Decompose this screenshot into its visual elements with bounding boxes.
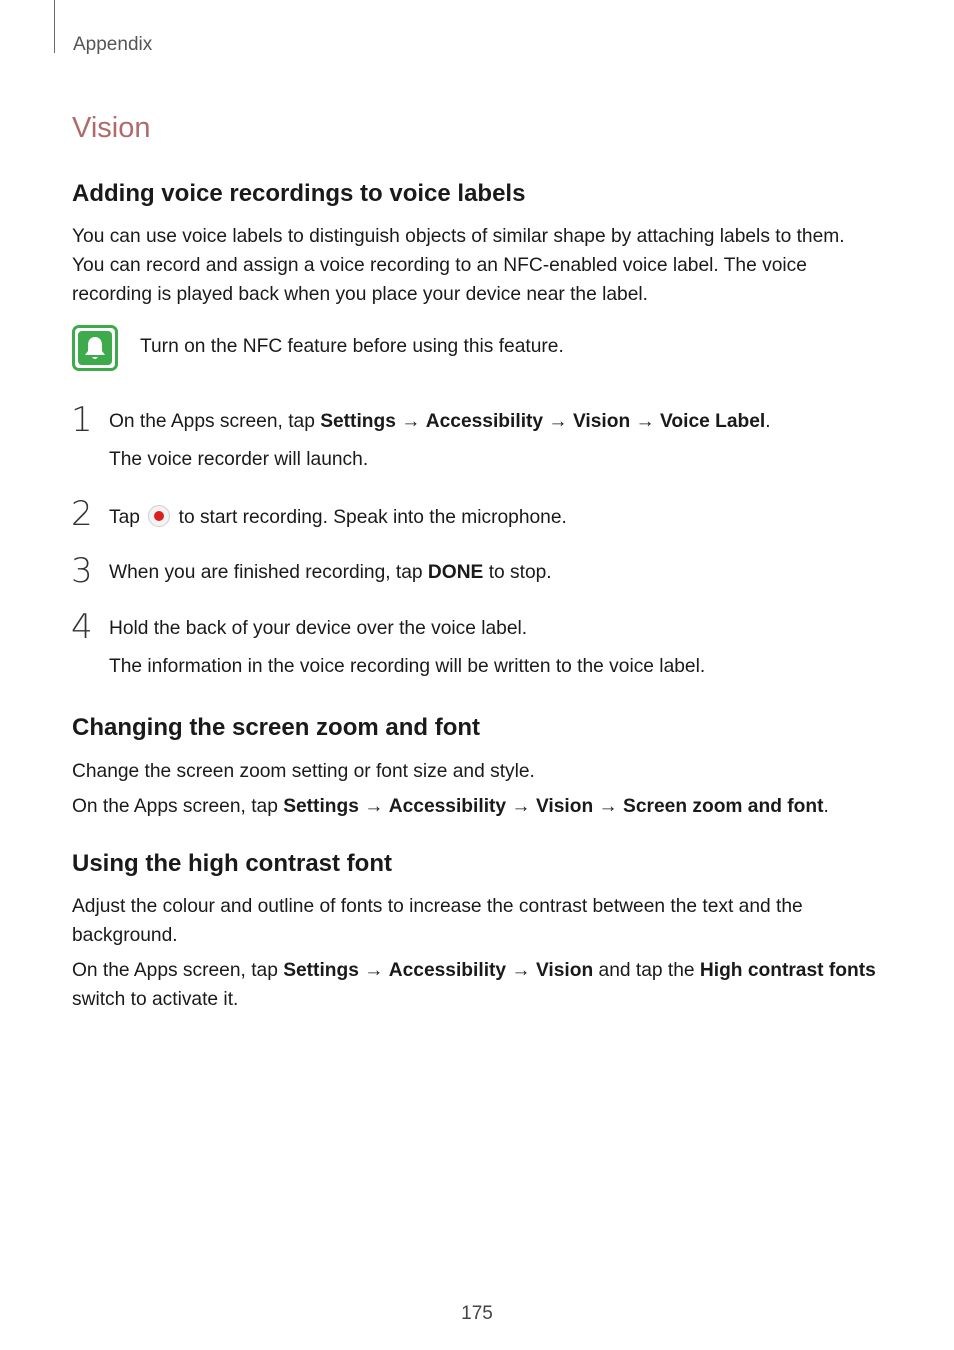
heading-high-contrast: Using the high contrast font xyxy=(72,850,392,877)
step-number: 2 xyxy=(71,494,93,534)
step-number: 3 xyxy=(71,551,93,591)
step-text: On the Apps screen, tap Settings → Accessibility → Vision → Voice Label. xyxy=(109,411,771,432)
step-subtext: The information in the voice recording will be written to the voice label. xyxy=(109,656,706,677)
heading-screen-zoom: Changing the screen zoom and font xyxy=(72,714,481,741)
intro-line: recording is played back when you place your device near the label. xyxy=(72,284,648,305)
contrast-desc xyxy=(72,892,877,950)
intro-paragraph xyxy=(72,222,877,309)
zoom-instructions: On the Apps screen, tap Settings → Accessibility → Vision → Screen zoom and font. xyxy=(72,796,829,817)
step-text: Hold the back of your device over the voice label. xyxy=(109,618,528,639)
section-header: Appendix xyxy=(73,34,153,55)
contrast-desc-line: background. xyxy=(72,925,178,946)
heading-voice-labels: Adding voice recordings to voice labels xyxy=(72,180,526,207)
zoom-desc: Change the screen zoom setting or font size and style. xyxy=(72,761,535,782)
page-title: Vision xyxy=(72,112,151,144)
step-number: 4 xyxy=(71,607,93,647)
header-rule xyxy=(54,0,55,53)
contrast-instructions-line: On the Apps screen, tap Settings → Accessibility → Vision and tap the High contrast fonts xyxy=(72,960,876,981)
note-text: Turn on the NFC feature before using this feature. xyxy=(140,336,564,357)
page-number: 175 xyxy=(461,1303,493,1324)
bell-shape xyxy=(83,334,107,362)
step-text: When you are finished recording, tap DONE to stop. xyxy=(109,562,552,583)
bell-notice-icon xyxy=(72,325,118,371)
step-number: 1 xyxy=(71,400,93,440)
record-button-icon xyxy=(148,505,170,527)
step-subtext: The voice recorder will launch. xyxy=(109,449,369,470)
intro-line: You can record and assign a voice recording to an NFC-enabled voice label. The voice xyxy=(72,255,807,276)
step-text: Tap to start recording. Speak into the microphone. xyxy=(109,507,567,528)
contrast-desc-line: Adjust the colour and outline of fonts to increase the contrast between the text and the xyxy=(72,896,803,917)
contrast-instructions-line: switch to activate it. xyxy=(72,989,239,1010)
contrast-instructions xyxy=(72,956,877,1014)
intro-line: You can use voice labels to distinguish objects of similar shape by attaching labels to them. xyxy=(72,226,845,247)
